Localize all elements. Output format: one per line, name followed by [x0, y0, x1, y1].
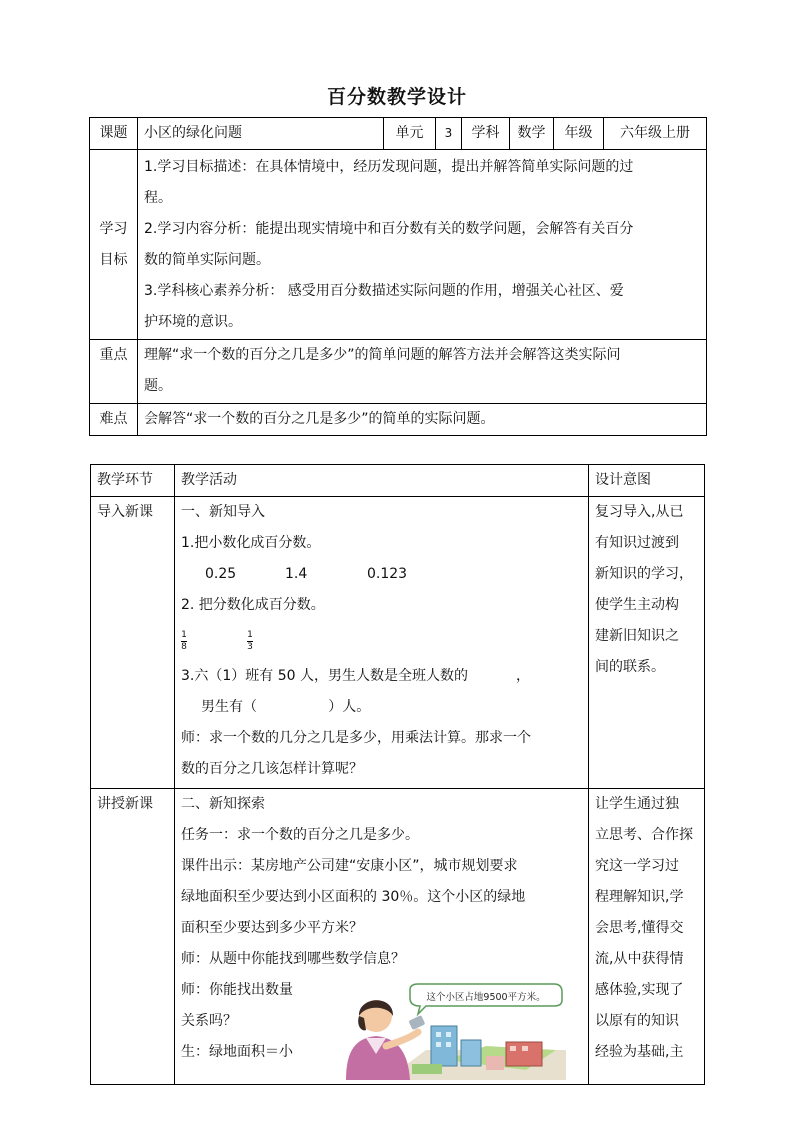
goals-label — [90, 150, 138, 340]
purpose-line: 以原有的知识 — [595, 1013, 679, 1029]
purpose-line: 间的联系。 — [595, 659, 665, 675]
key-label: 重点 — [90, 340, 138, 404]
fraction-denominator: 3 — [247, 641, 253, 652]
fraction-denominator: 8 — [181, 641, 187, 652]
purpose-line: 使学生主动构 — [595, 597, 679, 613]
unit-value: 3 — [436, 118, 462, 150]
fraction-numerator: 1 — [247, 629, 253, 640]
goals-label-line1: 学习 — [99, 220, 128, 237]
fraction-numerator: 1 — [181, 629, 187, 640]
key-line: 理解“求一个数的百分之几是多少”的简单问题的解答方法并会解答这类实际问 — [144, 347, 621, 363]
purpose-line: 程理解知识,学 — [595, 889, 684, 905]
header-purpose: 设计意图 — [589, 465, 705, 497]
purpose-line: 建新旧知识之 — [595, 628, 679, 644]
courseware-line: 课件出示：某房地产公司建“安康小区”，城市规划要求 — [181, 858, 518, 874]
goal-line: 数的简单实际问题。 — [144, 252, 270, 268]
teacher-line: 师：从题中你能找到哪些数学信息？ — [181, 951, 405, 967]
difficult-label: 难点 — [90, 404, 138, 436]
topic-label: 课题 — [90, 118, 138, 150]
goal-line: 3.学科核心素养分析： 感受用百分数描述实际问题的作用，增强关心社区、爱 — [144, 283, 624, 299]
question-3 — [181, 661, 582, 692]
difficult-value: 会解答“求一个数的百分之几是多少”的简单的实际问题。 — [138, 404, 707, 436]
teacher-line: 数的百分之几该怎样计算呢？ — [181, 761, 363, 777]
fraction-item — [247, 631, 253, 652]
stage-explore: 讲授新课 — [91, 789, 175, 1085]
question-3-tail: ， — [515, 668, 530, 684]
section-heading: 二、新知探索 — [181, 796, 265, 812]
goals-content — [138, 150, 707, 340]
courseware-line: 绿地面积至少要达到小区面积的 30％。这个小区的绿地 — [181, 889, 526, 905]
teacher-line: 师：求一个数的几分之几是多少，用乘法计算。那求一个 — [181, 730, 531, 746]
header-activity: 教学活动 — [175, 465, 589, 497]
purpose-line: 会思考,懂得交 — [595, 920, 684, 936]
purpose-line: 立思考、合作探 — [595, 827, 693, 843]
grade-value: 六年级上册 — [604, 118, 707, 150]
key-content — [138, 340, 707, 404]
purpose-line: 让学生通过独 — [595, 796, 679, 812]
speech-bubble-text: 这个小区占地9500平方米。 — [426, 992, 546, 1003]
purpose-intro — [589, 497, 705, 789]
goals-label-line2: 目标 — [99, 251, 128, 268]
section-heading: 一、新知导入 — [181, 504, 265, 520]
purpose-explore — [589, 789, 705, 1085]
question-2: 2. 把分数化成百分数。 — [181, 597, 325, 613]
grade-label: 年级 — [554, 118, 604, 150]
decimal-item: 0.25 — [205, 566, 237, 582]
purpose-line: 复习导入,从已 — [595, 504, 684, 520]
purpose-line: 经验为基础,主 — [595, 1044, 684, 1060]
purpose-line: 究这一学习过 — [595, 858, 679, 874]
stage-intro: 导入新课 — [91, 497, 175, 789]
page-title: 百分数教学设计 — [326, 86, 467, 108]
task-line: 任务一：求一个数的百分之几是多少。 — [181, 827, 419, 843]
teacher-line: 关系吗？ — [181, 1013, 237, 1029]
topic-value: 小区的绿化问题 — [138, 118, 384, 150]
purpose-line: 流,从中获得情 — [595, 951, 684, 967]
lesson-info-table — [89, 117, 707, 436]
unit-label: 单元 — [384, 118, 436, 150]
subject-value: 数学 — [510, 118, 554, 150]
goal-line: 1.学习目标描述：在具体情境中，经历发现问题，提出并解答简单实际问题的过 — [144, 159, 634, 175]
courseware-line: 面积至少要达到多少平方米？ — [181, 920, 363, 936]
teacher-line: 师：你能找出数量 — [181, 982, 293, 998]
header-stage: 教学环节 — [91, 465, 175, 497]
question-3-text: 3.六（1）班有 50 人，男生人数是全班人数的 — [181, 668, 468, 684]
fraction-list — [181, 621, 582, 661]
activity-intro — [175, 497, 589, 789]
decimal-list — [181, 559, 582, 590]
question-1: 1.把小数化成百分数。 — [181, 535, 321, 551]
decimal-item: 1.4 — [285, 566, 308, 582]
subject-label: 学科 — [462, 118, 510, 150]
key-line: 题。 — [144, 378, 172, 394]
goal-line: 护环境的意识。 — [144, 314, 242, 330]
goal-line: 2.学习内容分析：能提出现实情境中和百分数有关的数学问题，会解答有关百分 — [144, 221, 634, 237]
goal-line: 程。 — [144, 190, 172, 206]
question-3-blank: 男生有（ ）人。 — [201, 699, 371, 715]
fraction-item — [181, 631, 187, 652]
decimal-item: 0.123 — [367, 566, 408, 582]
teacher-illustration — [326, 980, 566, 1080]
purpose-line: 有知识过渡到 — [595, 535, 679, 551]
purpose-line: 感体验,实现了 — [595, 982, 684, 998]
purpose-line: 新知识的学习， — [595, 566, 693, 582]
student-line: 生：绿地面积＝小 — [181, 1044, 293, 1060]
